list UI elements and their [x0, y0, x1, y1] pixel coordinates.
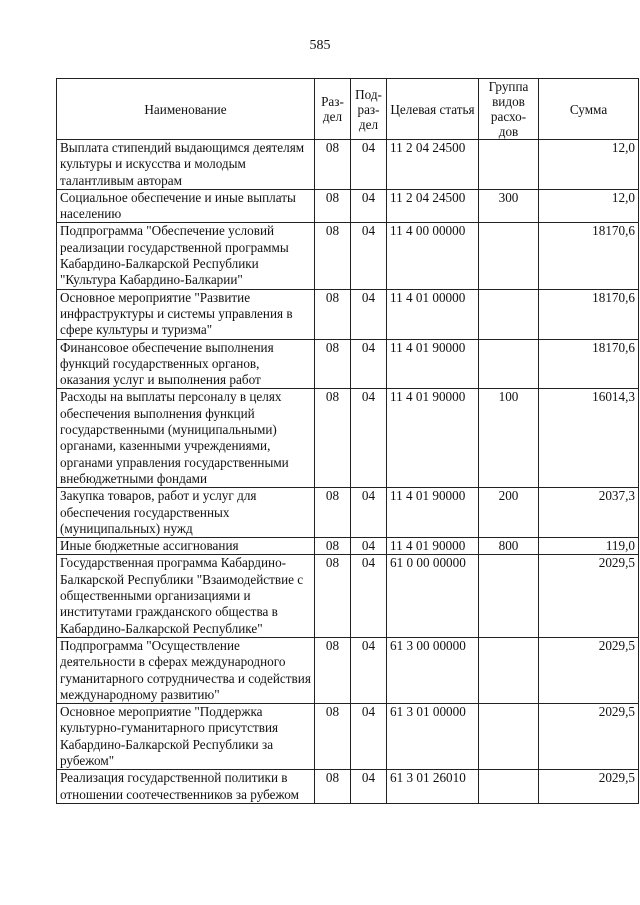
row-razdel: 08	[315, 389, 351, 488]
row-sum: 16014,3	[539, 389, 639, 488]
row-sum: 18170,6	[539, 339, 639, 389]
row-sum: 18170,6	[539, 223, 639, 289]
row-name: Подпрограмма "Осуществление деятельности в сферах международного гуманитарного сотрудничества и содействия международному развитию"	[57, 637, 315, 703]
row-razdel: 08	[315, 488, 351, 538]
row-sum: 2029,5	[539, 637, 639, 703]
row-sum: 119,0	[539, 538, 639, 555]
row-group: 800	[479, 538, 539, 555]
row-sum: 2029,5	[539, 555, 639, 637]
table-row	[57, 555, 639, 637]
row-name: Закупка товаров, работ и услуг для обеспечения государственных (муниципальных) нужд	[57, 488, 315, 538]
table-row	[57, 339, 639, 389]
row-razdel: 08	[315, 637, 351, 703]
row-target: 61 3 01 26010	[387, 770, 479, 804]
row-razdel: 08	[315, 140, 351, 190]
row-group	[479, 770, 539, 804]
row-group	[479, 339, 539, 389]
row-target: 11 4 01 00000	[387, 289, 479, 339]
row-group: 100	[479, 389, 539, 488]
row-group	[479, 555, 539, 637]
row-group	[479, 223, 539, 289]
row-podrazdel: 04	[351, 339, 387, 389]
row-sum: 2029,5	[539, 770, 639, 804]
row-razdel: 08	[315, 339, 351, 389]
row-target: 11 4 01 90000	[387, 389, 479, 488]
row-sum: 12,0	[539, 189, 639, 223]
row-target: 11 2 04 24500	[387, 189, 479, 223]
row-name: Подпрограмма "Обеспечение условий реализации государственной программы Кабардино-Балкарской Республики "Культура Кабардино-Балкарии"	[57, 223, 315, 289]
row-podrazdel: 04	[351, 538, 387, 555]
row-razdel: 08	[315, 538, 351, 555]
row-target: 11 4 00 00000	[387, 223, 479, 289]
row-podrazdel: 04	[351, 289, 387, 339]
table-row	[57, 538, 639, 555]
table-row	[57, 140, 639, 190]
table-row	[57, 389, 639, 488]
header-sum: Сумма	[539, 79, 639, 140]
row-name: Основное мероприятие "Поддержка культурно-гуманитарного присутствия Кабардино-Балкарской Республики за рубежом"	[57, 704, 315, 770]
table-row	[57, 770, 639, 804]
row-podrazdel: 04	[351, 189, 387, 223]
row-target: 11 4 01 90000	[387, 339, 479, 389]
row-podrazdel: 04	[351, 140, 387, 190]
table-row	[57, 488, 639, 538]
row-name: Основное мероприятие "Развитие инфраструктуры и системы управления в сфере культуры и туризма"	[57, 289, 315, 339]
row-target: 11 2 04 24500	[387, 140, 479, 190]
page-number: 585	[309, 38, 331, 53]
row-group	[479, 140, 539, 190]
header-name: Наименование	[57, 79, 315, 140]
header-group: Группа видов расхо-дов	[479, 79, 539, 140]
row-razdel: 08	[315, 189, 351, 223]
row-sum: 2029,5	[539, 704, 639, 770]
row-razdel: 08	[315, 223, 351, 289]
row-razdel: 08	[315, 770, 351, 804]
table-row	[57, 704, 639, 770]
table-row	[57, 637, 639, 703]
table-row	[57, 189, 639, 223]
header-target: Целевая статья	[387, 79, 479, 140]
row-target: 11 4 01 90000	[387, 538, 479, 555]
row-podrazdel: 04	[351, 223, 387, 289]
row-razdel: 08	[315, 289, 351, 339]
row-name: Иные бюджетные ассигнования	[57, 538, 315, 555]
row-name: Расходы на выплаты персоналу в целях обеспечения выполнения функций государственными (муниципальными) органами, казенными учреждениями, органами управления государственными внебюджетными фондами	[57, 389, 315, 488]
row-target: 61 0 00 00000	[387, 555, 479, 637]
row-target: 61 3 00 00000	[387, 637, 479, 703]
row-podrazdel: 04	[351, 555, 387, 637]
row-podrazdel: 04	[351, 704, 387, 770]
table-row	[57, 289, 639, 339]
table-row	[57, 223, 639, 289]
row-podrazdel: 04	[351, 770, 387, 804]
row-razdel: 08	[315, 555, 351, 637]
row-podrazdel: 04	[351, 488, 387, 538]
row-group	[479, 289, 539, 339]
row-podrazdel: 04	[351, 389, 387, 488]
row-sum: 18170,6	[539, 289, 639, 339]
row-name: Социальное обеспечение и иные выплаты населению	[57, 189, 315, 223]
table-header-row	[57, 79, 639, 140]
header-podrazdel: Под-раз-дел	[351, 79, 387, 140]
row-razdel: 08	[315, 704, 351, 770]
header-razdel: Раз-дел	[315, 79, 351, 140]
row-sum: 12,0	[539, 140, 639, 190]
row-name: Финансовое обеспечение выполнения функций государственных органов, оказания услуг и выполнения работ	[57, 339, 315, 389]
row-podrazdel: 04	[351, 637, 387, 703]
row-group	[479, 637, 539, 703]
row-name: Выплата стипендий выдающимся деятелям культуры и искусства и молодым талантливым авторам	[57, 140, 315, 190]
row-name: Государственная программа Кабардино-Балкарской Республики "Взаимодействие с общественными организациями и институтами гражданского общества в Кабардино-Балкарской Республике"	[57, 555, 315, 637]
row-group	[479, 704, 539, 770]
row-sum: 2037,3	[539, 488, 639, 538]
row-target: 11 4 01 90000	[387, 488, 479, 538]
row-name: Реализация государственной политики в отношении соотечественников за рубежом	[57, 770, 315, 804]
row-target: 61 3 01 00000	[387, 704, 479, 770]
row-group: 200	[479, 488, 539, 538]
row-group: 300	[479, 189, 539, 223]
budget-table	[56, 78, 639, 804]
